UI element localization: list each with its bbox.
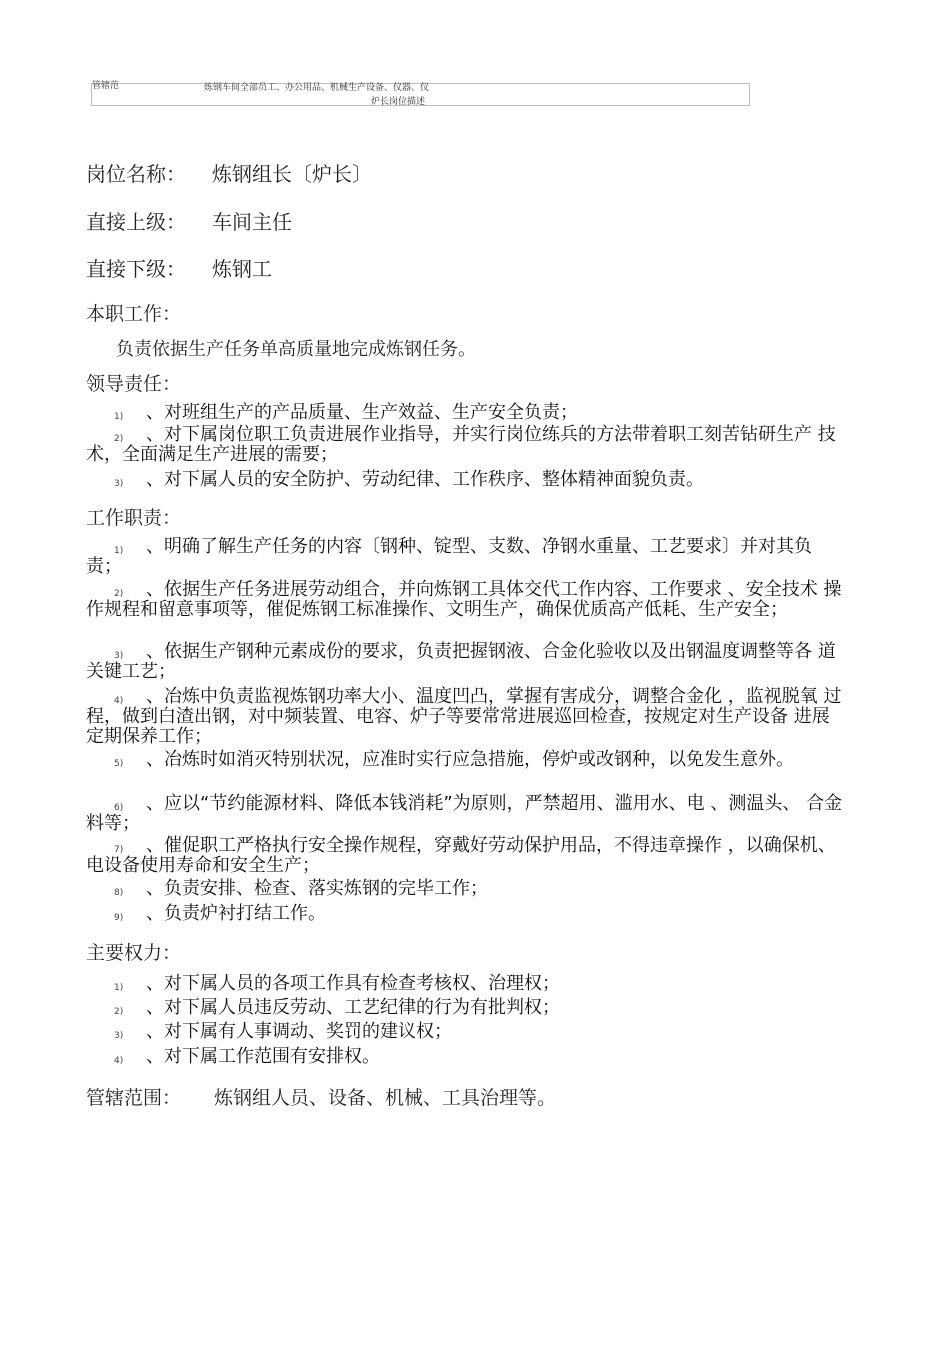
header-subtitle: 炼钢车间全部员工、办公用品、机械生产设备、仪器、仪 bbox=[204, 83, 430, 93]
duty-item bbox=[86, 904, 846, 924]
item-text: 、对班组生产的产品质量、生产效益、生产安全负责； bbox=[146, 402, 578, 423]
field-label: 岗位名称： bbox=[86, 162, 186, 186]
item-text: 、对下属岗位职工负责进展作业指导，并实行岗位练兵的方法带着职工刻苦钻研生产 技术，全面满足生产进展的需要； bbox=[86, 424, 836, 465]
power-item bbox=[86, 1022, 846, 1042]
duty-item bbox=[86, 750, 846, 770]
item-text: 、明确了解生产任务的内容〔钢种、锭型、支数、净钢水重量、工艺要求〕并对其负 责； bbox=[86, 536, 812, 577]
item-text: 、负责炉衬打结工作。 bbox=[146, 903, 326, 924]
header-title: 炉长岗位描述 bbox=[371, 97, 426, 107]
duty-item bbox=[86, 879, 846, 899]
item-number: 2) bbox=[114, 434, 124, 444]
item-number: 1) bbox=[114, 412, 124, 422]
item-number: 2) bbox=[114, 1007, 124, 1017]
power-item bbox=[86, 1047, 846, 1067]
item-number: 7) bbox=[114, 845, 124, 855]
item-text: 、应以“节约能源材料、降低本钱消耗”为原则，严禁超用、滥用水、电 、测温头、 合金料等； bbox=[86, 793, 843, 834]
power-item bbox=[86, 974, 846, 994]
scope-value: 炼钢组人员、设备、机械、工具治理等。 bbox=[214, 1087, 557, 1109]
item-text: 、冶炼中负责监视炼钢功率大小、温度凹凸，掌握有害成分，调整合金化 ，监视脱氧 过程，做到白渣出钢，对中频装置、电容、炉子等要常常进展巡回检查，按规定对生产设备 进展定期保养工作； bbox=[86, 686, 842, 747]
item-number: 3) bbox=[114, 1031, 124, 1041]
item-number: 8) bbox=[114, 888, 124, 898]
item-text: 、催促职工严格执行安全操作规程，穿戴好劳动保护用品，不得违章操作 ，以确保机、 电设备使用寿命和安全生产； bbox=[86, 835, 836, 876]
item-text: 、对下属有人事调动、奖罚的建议权； bbox=[146, 1021, 452, 1042]
main-work-text: 负责依据生产任务单高质量地完成炼钢任务。 bbox=[116, 339, 476, 360]
item-number: 3) bbox=[114, 479, 124, 489]
scope-label: 管辖范围： bbox=[86, 1087, 182, 1109]
duty-item bbox=[86, 580, 846, 620]
scope-line bbox=[86, 1083, 556, 1110]
item-number: 9) bbox=[114, 913, 124, 923]
duty-item bbox=[86, 642, 846, 682]
field-label: 直接下级： bbox=[86, 257, 186, 281]
item-number: 2) bbox=[114, 589, 124, 599]
section-leadership-title: 领导责任： bbox=[86, 373, 182, 395]
item-number: 4) bbox=[114, 696, 124, 706]
leadership-item bbox=[86, 425, 846, 465]
item-text: 、对下属人员违反劳动、工艺纪律的行为有批判权； bbox=[146, 997, 560, 1018]
leadership-item bbox=[86, 403, 846, 423]
item-text: 、依据生产任务进展劳动组合，并向炼钢工具体交代工作内容、工作要求 、安全技术 操作规程和留意事项等，催促炼钢工标准操作、文明生产，确保优质高产低耗、生产安全； bbox=[86, 579, 842, 620]
item-number: 3) bbox=[114, 651, 124, 661]
item-number: 1) bbox=[114, 983, 124, 993]
field-value: 炼钢组长〔炉长〕 bbox=[212, 162, 372, 186]
item-text: 、对下属人员的各项工作具有检查考核权、治理权； bbox=[146, 973, 560, 994]
section-main-work-title: 本职工作： bbox=[86, 303, 182, 325]
duty-item bbox=[86, 794, 846, 834]
item-number: 5) bbox=[114, 759, 124, 769]
field-value: 车间主任 bbox=[212, 210, 292, 234]
item-text: 、对下属人员的安全防护、劳动纪律、工作秩序、整体精神面貌负责。 bbox=[146, 469, 704, 490]
section-duties-title: 工作职责： bbox=[86, 507, 182, 529]
field-value: 炼钢工 bbox=[212, 257, 272, 281]
leadership-item bbox=[86, 470, 846, 490]
field-direct-subordinate bbox=[86, 253, 272, 282]
item-number: 4) bbox=[114, 1056, 124, 1066]
item-text: 、负责安排、检查、落实炼钢的完毕工作； bbox=[146, 878, 488, 899]
field-label: 直接上级： bbox=[86, 210, 186, 234]
duty-item bbox=[86, 687, 846, 747]
duty-item bbox=[86, 836, 846, 876]
item-text: 、对下属工作范围有安排权。 bbox=[146, 1046, 380, 1067]
item-number: 6) bbox=[114, 803, 124, 813]
field-direct-superior bbox=[86, 206, 292, 235]
header-left-text: 管辖范 bbox=[92, 81, 120, 91]
duty-item bbox=[86, 537, 846, 577]
section-powers-title: 主要权力： bbox=[86, 942, 182, 964]
power-item bbox=[86, 998, 846, 1018]
item-text: 、依据生产钢种元素成份的要求，负责把握钢液、合金化验收以及出钢温度调整等各 道关键工艺； bbox=[86, 641, 836, 682]
item-text: 、冶炼时如消灭特别状况，应准时实行应急措施，停炉或改钢种，以免发生意外。 bbox=[146, 749, 794, 770]
item-number: 1) bbox=[114, 546, 124, 556]
field-position-name bbox=[86, 158, 372, 187]
